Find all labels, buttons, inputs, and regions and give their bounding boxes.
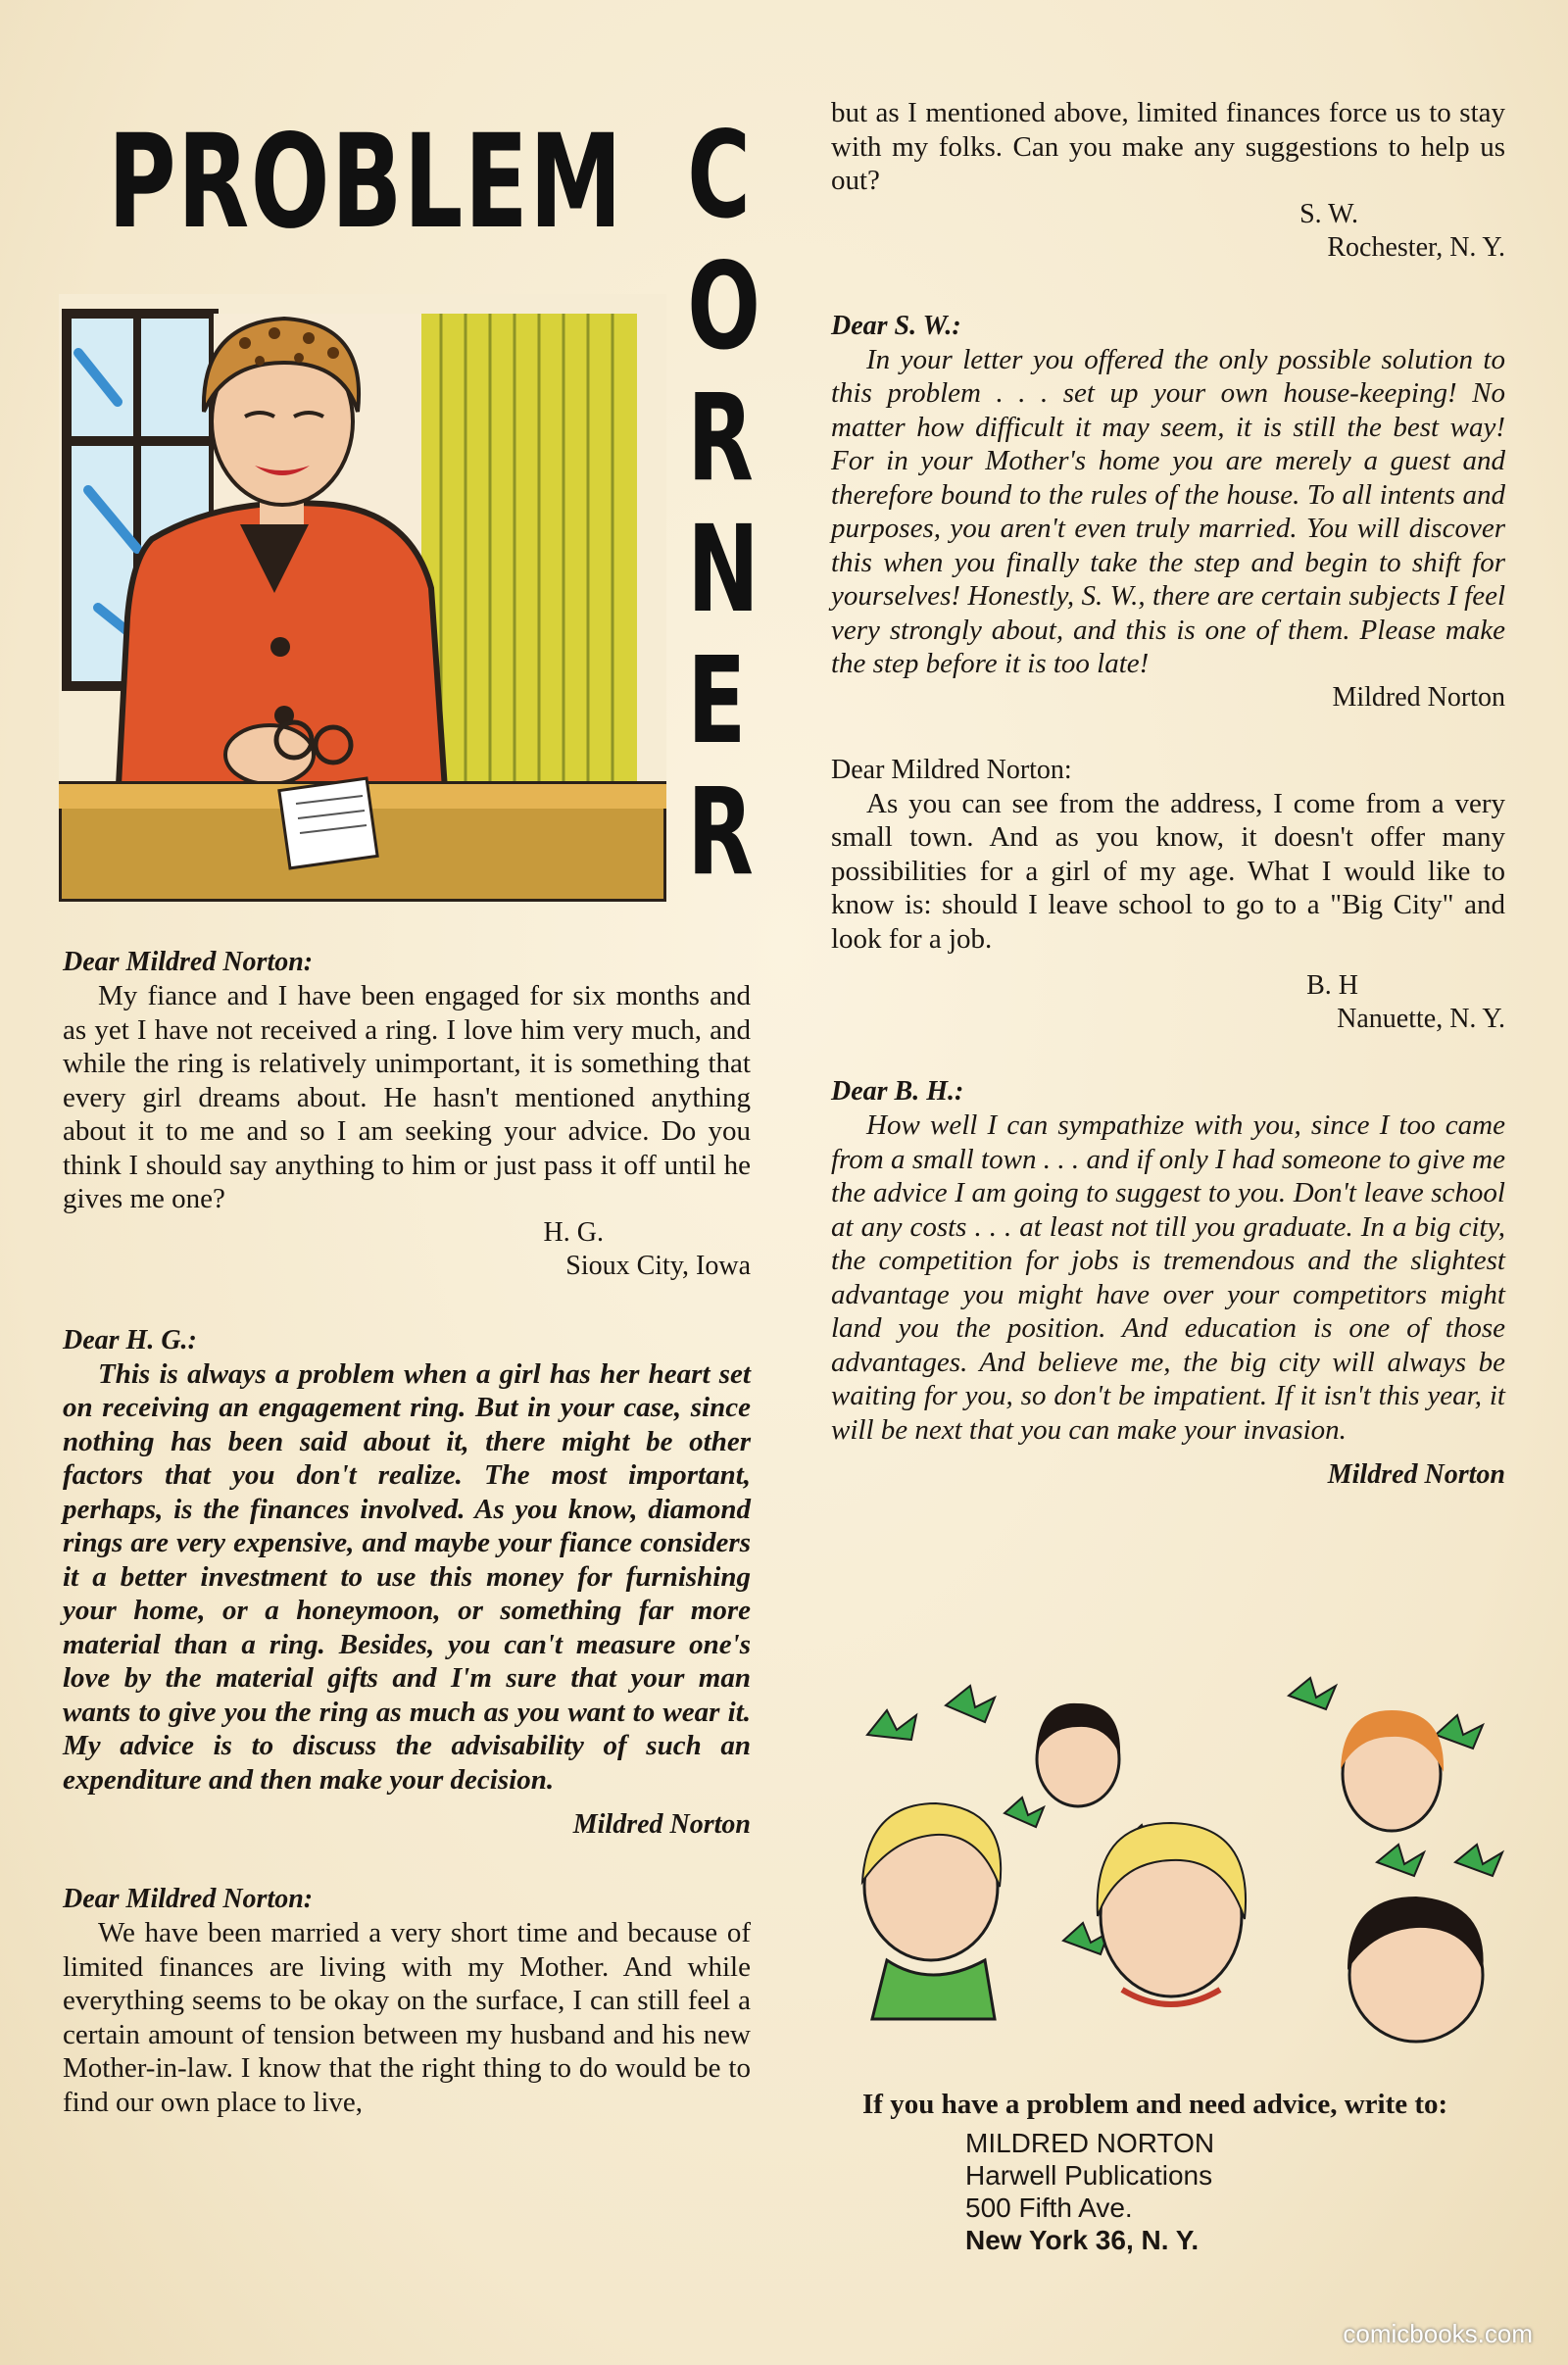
letter-body: We have been married a very short time and because of limited finances are living with my Mother. And while everything seems to be okay on the surface, I can still feel a certain amount of tension between my husband and his new Mother-in-law. I know that the right thing to do would be to find our own place to live, [63,1917,751,2118]
letter-initials: S. W. [1299,198,1358,229]
reply-signature: Mildred Norton [1327,1459,1505,1490]
letter-salutation: Dear Mildred Norton: [63,947,314,977]
reply-salutation: Dear H. G.: [63,1324,197,1355]
letter-initials: B. H [1306,970,1358,1001]
title-problem: PROBLEM [108,107,624,258]
curtain [421,314,637,804]
mailing-address [965,2127,1490,2256]
girls-faces-illustration [828,1666,1534,2078]
reply-body: In your letter you offered the only possible solution to this problem . . . set up your own house-keeping! No matter how difficult it may seem, it is still the best way! For in your Mother's home you are merely a guest and therefore bound to the rules of the house. To all intents and purposes, you aren't even truly married. You will discover this when you finally take the step and begin to shift for yourselves! Honestly, S. W., there are certain subjects I feel very strongly about, and this is one of them. Please make the step before it is too late! [831,343,1505,679]
title-corner-letter: N [687,500,760,639]
letter-location: Sioux City, Iowa [565,1250,751,1281]
letter-body: My fiance and I have been engaged for six months and as yet I have not received a ring. I love him very much, and while the ring is relatively unimportant, it is something that every girl dreams about. He hasn't mentioned anything about it to me and so I am seeking your advice. Do you think I should say anything to him or just pass it off until he gives me one? [63,980,751,1214]
advice-lead: If you have a problem and need advice, write to: [862,2089,1448,2120]
address-line: 500 Fifth Ave. [965,2193,1133,2223]
title-corner-letter: E [687,631,747,770]
right-column [831,96,1505,1492]
left-column [63,946,751,2119]
title-corner-letter: R [687,369,754,508]
address-line: New York 36, N. Y. [965,2225,1200,2255]
watermark: comicbooks.com [1343,2319,1533,2348]
reply-signature: Mildred Norton [572,1809,751,1840]
letter-salutation: Dear Mildred Norton: [831,754,1072,785]
letter-salutation: Dear Mildred Norton: [63,1884,314,1914]
address-line: MILDRED NORTON [965,2128,1215,2158]
letter-location: Rochester, N. Y. [1327,231,1505,263]
reply-signature: Mildred Norton [1332,681,1505,713]
title-corner-letter: C [687,106,751,245]
reply-salutation: Dear B. H.: [831,1076,964,1107]
letter-initials: H. G. [543,1216,604,1248]
title-corner-letter: R [687,763,754,902]
letter-body: As you can see from the address, I come from a very small town. And as you know, it doesn't offer many possibilities for a girl of my age. What I would like to know is: should I leave school to go to a "Big City" and look for a job. [831,787,1505,955]
address-line: Harwell Publications [965,2160,1213,2191]
title-corner [676,106,760,902]
letter-location: Nanuette, N. Y. [1337,1004,1505,1034]
advice-columnist-illustration [59,294,666,902]
reply-salutation: Dear S. W.: [831,310,961,341]
letter-body-continued: but as I mentioned above, limited finances force us to stay with my folks. Can you make any suggestions to help us out? [831,97,1505,196]
letter-paper [279,778,377,868]
advice-contact [862,2088,1490,2256]
reply-body: This is always a problem when a girl has her heart set on receiving an engagement ring. But in your case, since nothing has been said about it, there might be other factors that you don't realize. The most important, perhaps, is the finances involved. As you know, diamond rings are very expensive, and maybe your fiance considers it a better investment to use this money for furnishing your home, or a honeymoon, or something far more material than a ring. Besides, you can't measure one's love by the material gifts and I'm sure that your man wants to give you the ring as much as you want to wear it. My advice is to discuss the advisability of such an expenditure and then make your decision. [63,1357,751,1796]
reply-body: How well I can sympathize with you, since I too came from a small town . . . and if only I had someone to give me the advice I am going to suggest to you. Don't leave school at any costs . . . at least not till you graduate. In a big city, the competition for jobs is tremendous and the slightest advantage you might have over your competitors might land you the position. And education is one of those advantages. And believe me, the big city will always be waiting for you, so don't be impatient. If it isn't this year, it will be next that you can make your invasion. [831,1109,1505,1446]
title-corner-letter: O [687,237,760,376]
